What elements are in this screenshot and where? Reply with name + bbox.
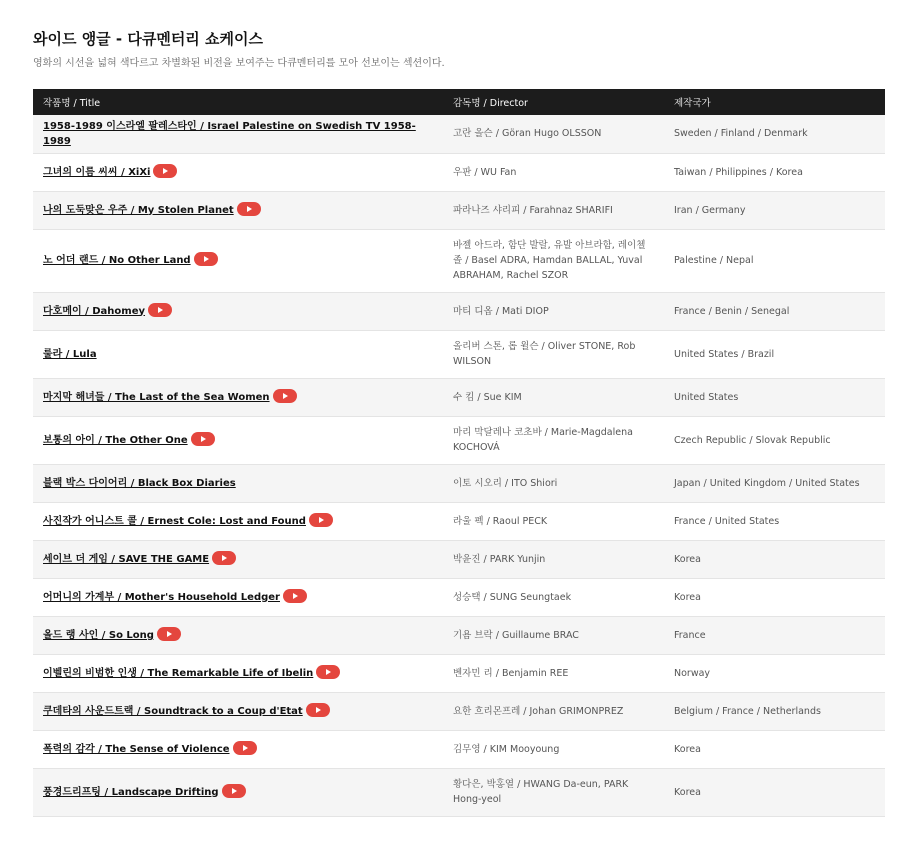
director-cell: 라울 펙 / Raoul PECK — [453, 515, 548, 527]
title-cell — [33, 768, 443, 816]
country-cell: Czech Republic / Slovak Republic — [674, 434, 831, 446]
column-header-director: 감독명 / Director — [453, 98, 528, 109]
film-title-link[interactable]: 사진작가 어니스트 콜 / Ernest Cole: Lost and Found — [43, 515, 306, 527]
country-cell: Sweden / Finland / Denmark — [674, 128, 808, 140]
title-cell — [33, 378, 443, 416]
country-cell: Norway — [674, 667, 711, 679]
play-icon — [201, 436, 206, 442]
film-title-link[interactable]: 룰라 / Lula — [43, 348, 97, 360]
country-cell: France — [674, 629, 706, 641]
director-cell: 파라나즈 샤리피 / Farahnaz SHARIFI — [453, 204, 613, 216]
table-row — [33, 654, 885, 692]
play-icon — [316, 707, 321, 713]
table-row — [33, 730, 885, 768]
country-cell: Korea — [674, 786, 701, 798]
table-row — [33, 692, 885, 730]
film-title-link[interactable]: 어머니의 가계부 / Mother's Household Ledger — [43, 591, 280, 603]
table-row — [33, 330, 885, 378]
table-row — [33, 229, 885, 292]
title-cell — [33, 229, 443, 292]
title-cell — [33, 292, 443, 330]
director-cell: 황다은, 박홍열 / HWANG Da-eun, PARK Hong-yeol — [453, 779, 629, 805]
play-icon — [167, 631, 172, 637]
trailer-button[interactable] — [273, 389, 297, 403]
director-cell: 박윤진 / PARK Yunjin — [453, 553, 546, 565]
film-title-link[interactable]: 세이브 더 게임 / SAVE THE GAME — [43, 553, 210, 565]
column-header-title: 작품명 / Title — [43, 98, 101, 109]
table-row — [33, 616, 885, 654]
title-cell — [33, 692, 443, 730]
title-cell — [33, 330, 443, 378]
film-title-link[interactable]: 보통의 아이 / The Other One — [43, 434, 188, 446]
play-icon — [247, 206, 252, 212]
play-icon — [319, 517, 324, 523]
trailer-button[interactable] — [157, 627, 181, 641]
title-cell — [33, 616, 443, 654]
trailer-button[interactable] — [153, 164, 177, 178]
title-cell — [33, 416, 443, 464]
title-cell — [33, 654, 443, 692]
trailer-button[interactable] — [309, 513, 333, 527]
director-cell: 이토 시오리 / ITO Shiori — [453, 477, 558, 489]
director-cell: 마리 막달레나 코초바 / Marie-Magdalena KOCHOVÁ — [453, 427, 633, 453]
film-title-link[interactable]: 그녀의 이름 씨씨 / XiXi — [43, 166, 151, 178]
title-cell — [33, 464, 443, 502]
play-icon — [293, 593, 298, 599]
page-subtitle: 영화의 시선을 넓혀 색다르고 차별화된 비전을 보여주는 다큐멘터리를 모아 선보이는 섹션이다. — [33, 58, 445, 69]
table-row — [33, 540, 885, 578]
film-title-link[interactable]: 폭력의 감각 / The Sense of Violence — [43, 743, 230, 755]
film-title-link[interactable]: 쿠데타의 사운드트랙 / Soundtrack to a Coup d'Etat — [43, 705, 303, 717]
country-cell: United States / Brazil — [674, 348, 775, 360]
country-cell: United States — [674, 391, 739, 403]
film-title-link[interactable]: 이벨린의 비범한 인생 / The Remarkable Life of Ibelin — [43, 667, 314, 679]
country-cell: Korea — [674, 743, 701, 755]
table-row — [33, 502, 885, 540]
table-row — [33, 153, 885, 191]
table-row — [33, 115, 885, 153]
country-cell: Iran / Germany — [674, 204, 746, 216]
trailer-button[interactable] — [212, 551, 236, 565]
director-cell: 성승택 / SUNG Seungtaek — [453, 591, 572, 603]
film-title-link[interactable]: 다호메이 / Dahomey — [43, 305, 146, 317]
director-cell: 올리버 스톤, 롭 윌슨 / Oliver STONE, Rob WILSON — [453, 341, 636, 367]
director-cell: 마티 디옵 / Mati DIOP — [453, 305, 549, 317]
table-row — [33, 416, 885, 464]
film-title-link[interactable]: 노 어더 랜드 / No Other Land — [43, 255, 191, 266]
film-title-link[interactable]: 올드 랭 사인 / So Long — [43, 629, 154, 641]
play-icon — [222, 555, 227, 561]
country-cell: France / United States — [674, 515, 780, 527]
trailer-button[interactable] — [283, 589, 307, 603]
table-row — [33, 578, 885, 616]
country-cell: Belgium / France / Netherlands — [674, 705, 821, 717]
play-icon — [158, 307, 163, 313]
play-icon — [326, 669, 331, 675]
table-header-row — [33, 89, 885, 115]
director-cell: 벤자민 리 / Benjamin REE — [453, 667, 569, 679]
page — [33, 0, 885, 817]
table-row — [33, 768, 885, 816]
trailer-button[interactable] — [306, 703, 330, 717]
director-cell: 요한 흐리몬프레 / Johan GRIMONPREZ — [453, 705, 624, 717]
film-title-link[interactable]: 풍경드리프팅 / Landscape Drifting — [43, 786, 219, 798]
table-row — [33, 191, 885, 229]
trailer-button[interactable] — [237, 202, 261, 216]
film-table — [33, 89, 885, 817]
director-cell: 기욤 브락 / Guillaume BRAC — [453, 629, 579, 641]
director-cell: 우판 / WU Fan — [453, 166, 517, 178]
trailer-button[interactable] — [233, 741, 257, 755]
title-cell — [33, 578, 443, 616]
table-row — [33, 378, 885, 416]
country-cell: Korea — [674, 553, 701, 565]
title-cell — [33, 540, 443, 578]
play-icon — [232, 788, 237, 794]
country-cell: Korea — [674, 591, 701, 603]
director-cell: 김무영 / KIM Mooyoung — [453, 743, 560, 755]
title-cell — [33, 191, 443, 229]
title-cell — [33, 115, 443, 153]
film-title-link[interactable]: 마지막 해녀들 / The Last of the Sea Women — [43, 391, 270, 403]
trailer-button[interactable] — [316, 665, 340, 679]
director-cell: 수 킴 / Sue KIM — [453, 391, 522, 403]
title-cell — [33, 153, 443, 191]
country-cell: France / Benin / Senegal — [674, 305, 790, 317]
trailer-button[interactable] — [148, 303, 172, 317]
page-title: 와이드 앵글 - 다큐멘터리 쇼케이스 — [33, 30, 263, 48]
play-icon — [204, 256, 209, 262]
table-row — [33, 464, 885, 502]
play-icon — [283, 393, 288, 399]
table-row — [33, 292, 885, 330]
trailer-button[interactable] — [222, 784, 246, 798]
play-icon — [243, 745, 248, 751]
trailer-button[interactable] — [194, 252, 218, 266]
film-title-link[interactable]: 나의 도둑맞은 우주 / My Stolen Planet — [43, 204, 234, 216]
title-cell — [33, 502, 443, 540]
title-cell — [33, 730, 443, 768]
trailer-button[interactable] — [191, 432, 215, 446]
director-cell: 바젤 아드라, 함단 발랄, 유발 아브라함, 레이첼 졸 / Basel ADRA, Hamdan BALLAL, Yuval ABRAHAM, Rachel SZOR — [453, 240, 646, 281]
country-cell: Taiwan / Philippines / Korea — [674, 166, 803, 178]
film-title-link[interactable]: 블랙 박스 다이어리 / Black Box Diaries — [43, 477, 236, 489]
play-icon — [163, 168, 168, 174]
film-title-link[interactable]: 1958-1989 이스라엘 팔레스타인 / Israel Palestine on Swedish TV 1958-1989 — [43, 120, 416, 147]
director-cell: 고란 올슨 / Göran Hugo OLSSON — [453, 128, 602, 140]
country-cell: Palestine / Nepal — [674, 255, 754, 266]
country-cell: Japan / United Kingdom / United States — [674, 477, 860, 489]
column-header-country: 제작국가 — [674, 98, 711, 109]
